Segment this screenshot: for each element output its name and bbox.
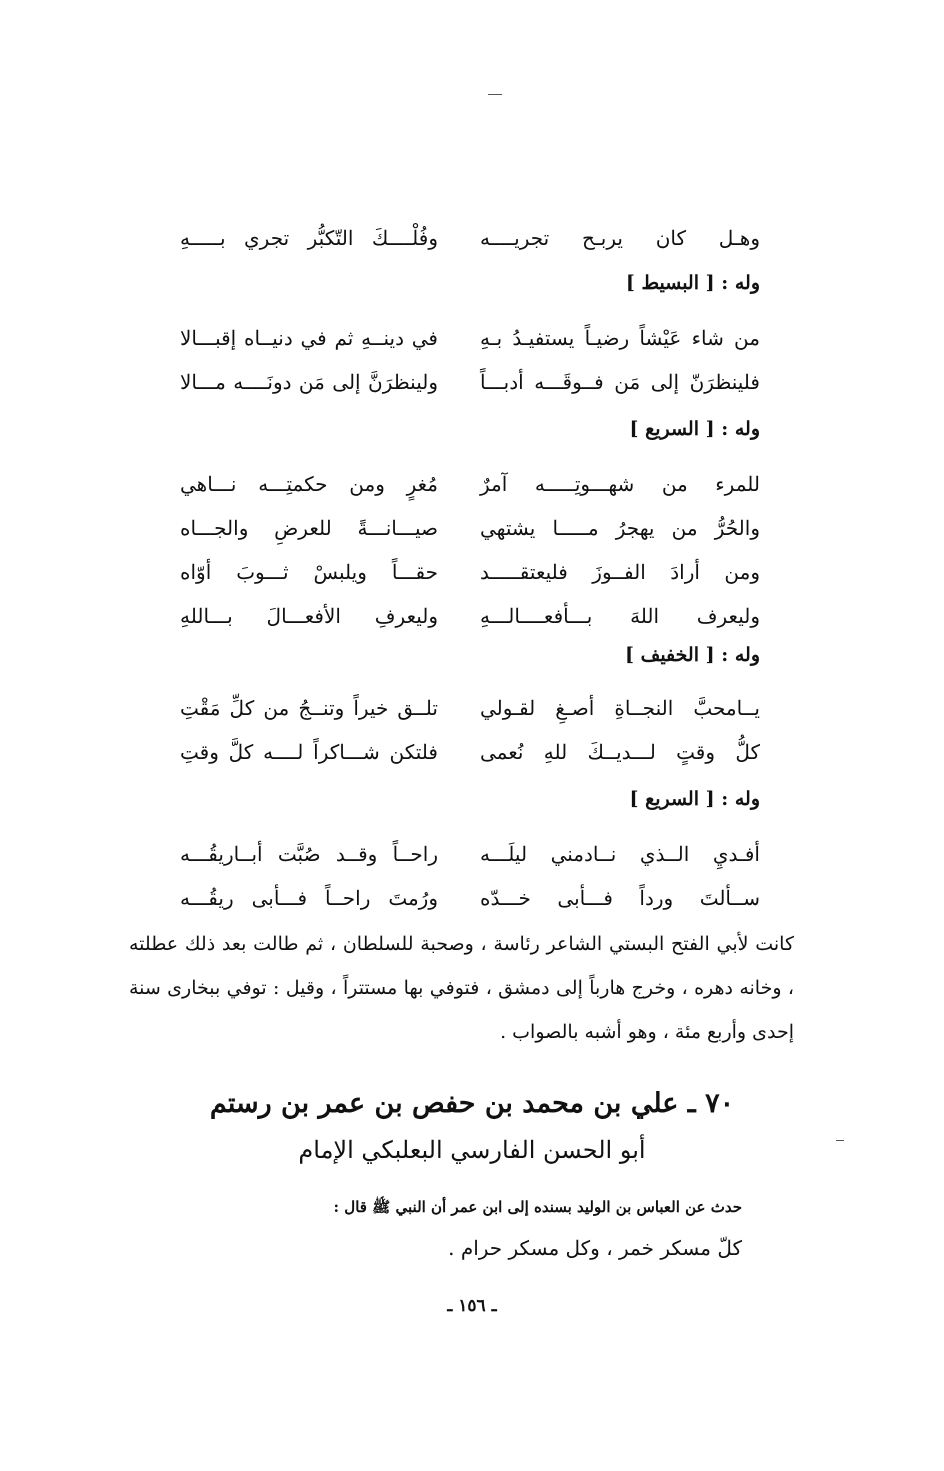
entry-subheading: أبو الحسن الفارسي البعلبكي الإمام bbox=[298, 1136, 646, 1164]
verse bbox=[170, 832, 760, 876]
poem-sari-1 bbox=[170, 462, 760, 638]
poem-sari-2 bbox=[170, 832, 760, 920]
entry-heading: ٧٠ ـ علي بن محمد بن حفص بن عمر بن رستم bbox=[209, 1088, 735, 1119]
verse-second-hemistich: صيـــانـــةً للعرضِ والجـــاه bbox=[180, 516, 438, 540]
verse bbox=[170, 550, 760, 594]
verse-second-hemistich: ورُمتَ راحــاً فـــأبى ريقُـــه bbox=[180, 886, 438, 910]
verse-first-hemistich: وليعرف اللهَ بـــأفعــــالـــهِ bbox=[480, 604, 760, 628]
verse-second-hemistich: راحــاً وقــد صُبَّت أبــاريقُـــه bbox=[180, 842, 438, 866]
verse bbox=[170, 360, 760, 404]
hadith-text: كلّ مسكر خمر ، وكل مسكر حرام . bbox=[448, 1236, 742, 1260]
verse-first-hemistich: للمرء من شهـــوتِـــــه آمرٌ bbox=[480, 472, 760, 496]
meter-label: وله : [ السريع ] bbox=[629, 418, 760, 440]
verse-first-hemistich: يــامحبَّ النجــاةِ أصـغِ لقـولي bbox=[480, 696, 760, 720]
top-mark bbox=[488, 94, 502, 95]
meter-label: وله : [ الخفيف ] bbox=[625, 644, 760, 666]
verse-second-hemistich: حقـــاً ويلبسْ ثـــوبَ أوّاه bbox=[180, 560, 438, 584]
verse-second-hemistich: وفُلْــــكَ التّكبُّر تجري بـــــهِ bbox=[180, 226, 438, 250]
verse bbox=[170, 462, 760, 506]
verse-first-hemistich: فلينظرَنّ إلى مَن فــوقَـــه أدبـــاً bbox=[480, 370, 760, 394]
verse-first-hemistich: وهـل كان يربـح تجريــــه bbox=[480, 226, 760, 250]
verse-second-hemistich: تلــق خيراً وتنــجُ من كلِّ مَقْتِ bbox=[180, 696, 438, 720]
verse bbox=[170, 730, 760, 774]
verse bbox=[170, 686, 760, 730]
verse-first-hemistich: كلُّ وقتٍ لـــديــكَ للهِ نُعمى bbox=[480, 740, 760, 764]
biography-paragraph: كانت لأبي الفتح البستي الشاعر رئاسة ، وصحبة للسلطان ، ثم طالت بعد ذلك عطلته ، وخانه دهره ، وخرج هارباً إلى دمشق ، فتوفي بها مستتراً ، وقيل : توفي ببخارى سنة إحدى وأربع مئة ، وهو أشبه بالصواب . bbox=[129, 933, 794, 1043]
verse bbox=[170, 506, 760, 550]
verse bbox=[170, 594, 760, 638]
verse bbox=[170, 216, 760, 260]
verse bbox=[170, 876, 760, 920]
verse-second-hemistich: وليعرفِ الأفعـــالَ بـــاللهِ bbox=[180, 604, 438, 628]
verse-first-hemistich: من شاء عَيْشاً رضيـاً يستفيـدُ بـهِ bbox=[480, 326, 760, 350]
poem-continuation bbox=[170, 216, 760, 260]
verse-second-hemistich: ولينظرَنَّ إلى مَن دونَــــه مـــالا bbox=[180, 370, 438, 394]
verse-first-hemistich: أفـديِ الــذي نــادمني ليلَـــه bbox=[480, 842, 760, 866]
verse-second-hemistich: في دينــهِ ثم في دنيــاه إقبـــالا bbox=[180, 326, 438, 350]
verse-first-hemistich: ومن أرادَ الفــوزَ فليعتقـــــد bbox=[480, 560, 760, 584]
verse bbox=[170, 316, 760, 360]
meter-label: وله : [ البسيط ] bbox=[625, 272, 760, 294]
poem-khafif bbox=[170, 686, 760, 774]
verse-second-hemistich: فلتكن شـــاكراً لــــه كلَّ وقتِ bbox=[180, 740, 438, 764]
verse-first-hemistich: والحُرُّ من يهجرُ مـــــا يشتهي bbox=[480, 516, 760, 540]
verse-second-hemistich: مُغرٍ ومن حكمتِـــه نـــاهي bbox=[180, 472, 438, 496]
verse-first-hemistich: ســألتَ ورداً فـــأبى خـــدّه bbox=[480, 886, 760, 910]
poem-basit bbox=[170, 316, 760, 404]
meter-label: وله : [ السريع ] bbox=[629, 788, 760, 810]
page-number: ـ ١٥٦ ـ bbox=[447, 1296, 497, 1316]
hadith-chain: حدث عن العباس بن الوليد بسنده إلى ابن عمر أن النبي ﷺ قال : bbox=[333, 1198, 742, 1216]
